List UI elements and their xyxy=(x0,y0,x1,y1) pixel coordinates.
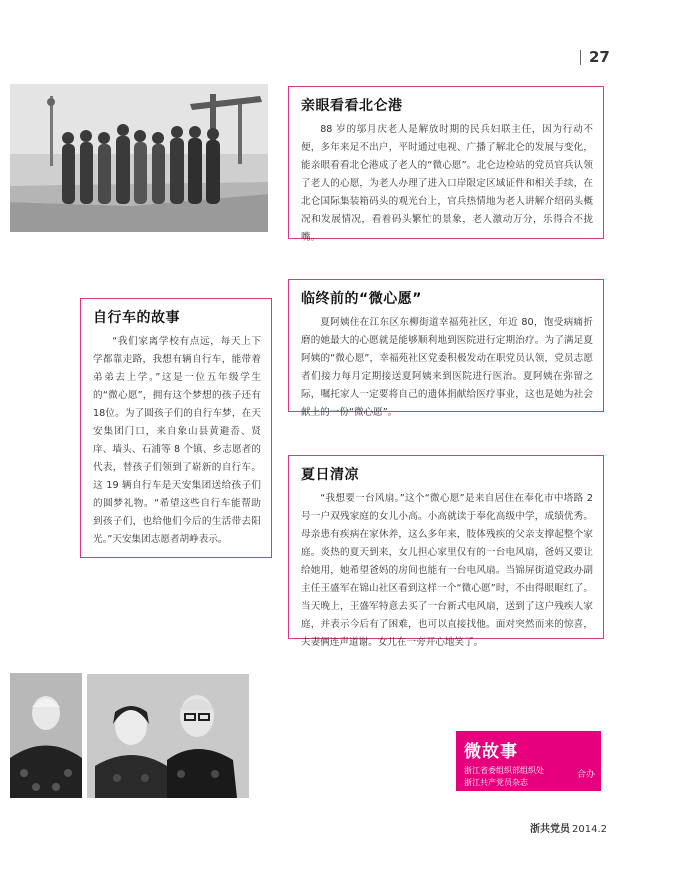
story-summer-body: “我想要一台风扇。”这个“微心愿”是来自居住在奉化市中塔路 2 号一户双残家庭的女儿小高。小高就读于奉化高级中学，成绩优秀。母亲患有疾病在家休养，这么多年来，肢体残疾的父亲支撑起整个家庭。炎热的夏天到来，女儿担心家里仅有的一台电风扇，爸妈又要让给她用，她希望爸妈的房间也能有一台电风扇。当锦屏街道党政办副主任王盛军在锦山社区看到这样一个“微心愿”时，不由得眼眶红了。当天晚上，王盛军特意去买了一台新式电风扇，送到了这户残疾人家庭，并表示今后有了困难，也可以直接找他。面对突然而来的惊喜，夫妻俩连声道谢。女儿在一旁开心地笑了。 xyxy=(301,493,593,648)
magazine-footer xyxy=(530,820,607,835)
story-bicycle-title: 自行车的故事 xyxy=(93,310,180,326)
organizer-2: 浙江共产党员杂志 xyxy=(464,778,528,787)
port-scene-image xyxy=(10,84,268,232)
column-title: 微故事 xyxy=(464,742,518,762)
joint-label: 合办 xyxy=(576,770,595,780)
column-organizers xyxy=(464,765,593,789)
portrait-photo-couple xyxy=(87,674,249,798)
page-number: 27 xyxy=(580,50,610,65)
story-summer-title: 夏日清凉 xyxy=(301,467,359,483)
story-dying-wish-body: 夏阿姨住在江东区东柳街道幸福苑社区，年近 80，饱受病痛折磨的她最大的心愿就是能够顺利地到医院进行定期治疗。为了满足夏阿姨的“微心愿”，幸福苑社区党委积极发动在职党员认领，党员志愿者们接力每月定期接送夏阿姨来到医院进行医治。夏阿姨在弥留之际，嘱托家人一定要将自己的遗体捐献给医疗事业，这也是她为社会献上的一份“微心愿”。 xyxy=(301,317,593,418)
group-photo-port xyxy=(10,84,268,232)
story-port xyxy=(288,86,604,243)
story-bicycle xyxy=(80,298,272,558)
magazine-logo: 浙共党员 xyxy=(530,824,570,835)
column-tag xyxy=(456,731,601,791)
elderly-man-image xyxy=(10,673,82,798)
portrait-photo-man xyxy=(10,673,82,798)
story-summer xyxy=(288,455,604,648)
story-port-body: 88 岁的邬月庆老人是解放时期的民兵妇联主任，因为行动不便，多年来足不出户，平时通过电视、广播了解北仑的发展与变化，能亲眼看看北仑港成了老人的“微心愿”。北仑边检站的党员官兵认领了老人的心愿，为老人办理了进入口岸限定区域证件和相关手续，在北仑国际集装箱码头的观光台上，官兵热情地为老人讲解介绍码头概况和发展情况，看着码头繁忙的景象，老人激动万分，乐得合不拢嘴。 xyxy=(301,124,593,243)
story-port-title: 亲眼看看北仑港 xyxy=(301,98,403,114)
story-dying-wish-title: 临终前的“微心愿” xyxy=(301,291,422,307)
issue-date: 2014.2 xyxy=(572,824,607,835)
story-dying-wish xyxy=(288,279,604,418)
story-bicycle-body: “我们家离学校有点远，每天上下学都靠走路，我想有辆自行车，能带着弟弟去上学。”这是一位五年级学生的“微心愿”，拥有这个梦想的孩子还有 18位。为了圆孩子们的自行车梦，在天安集团门口，来自象山县黄避岙、贤庠、墙头、石浦等 8 个镇、乡志愿者的代表，替孩子们领到了崭新的自行车。这 19 辆自行车是天安集团送给孩子们的圆梦礼物。“希望这些自行车能帮助到孩子们，也给他们今后的生活带去阳光。”天安集团志愿者胡峥表示。 xyxy=(93,336,261,545)
organizer-1: 浙江省委组织部组织处 xyxy=(464,766,544,775)
elderly-couple-image xyxy=(87,674,249,798)
